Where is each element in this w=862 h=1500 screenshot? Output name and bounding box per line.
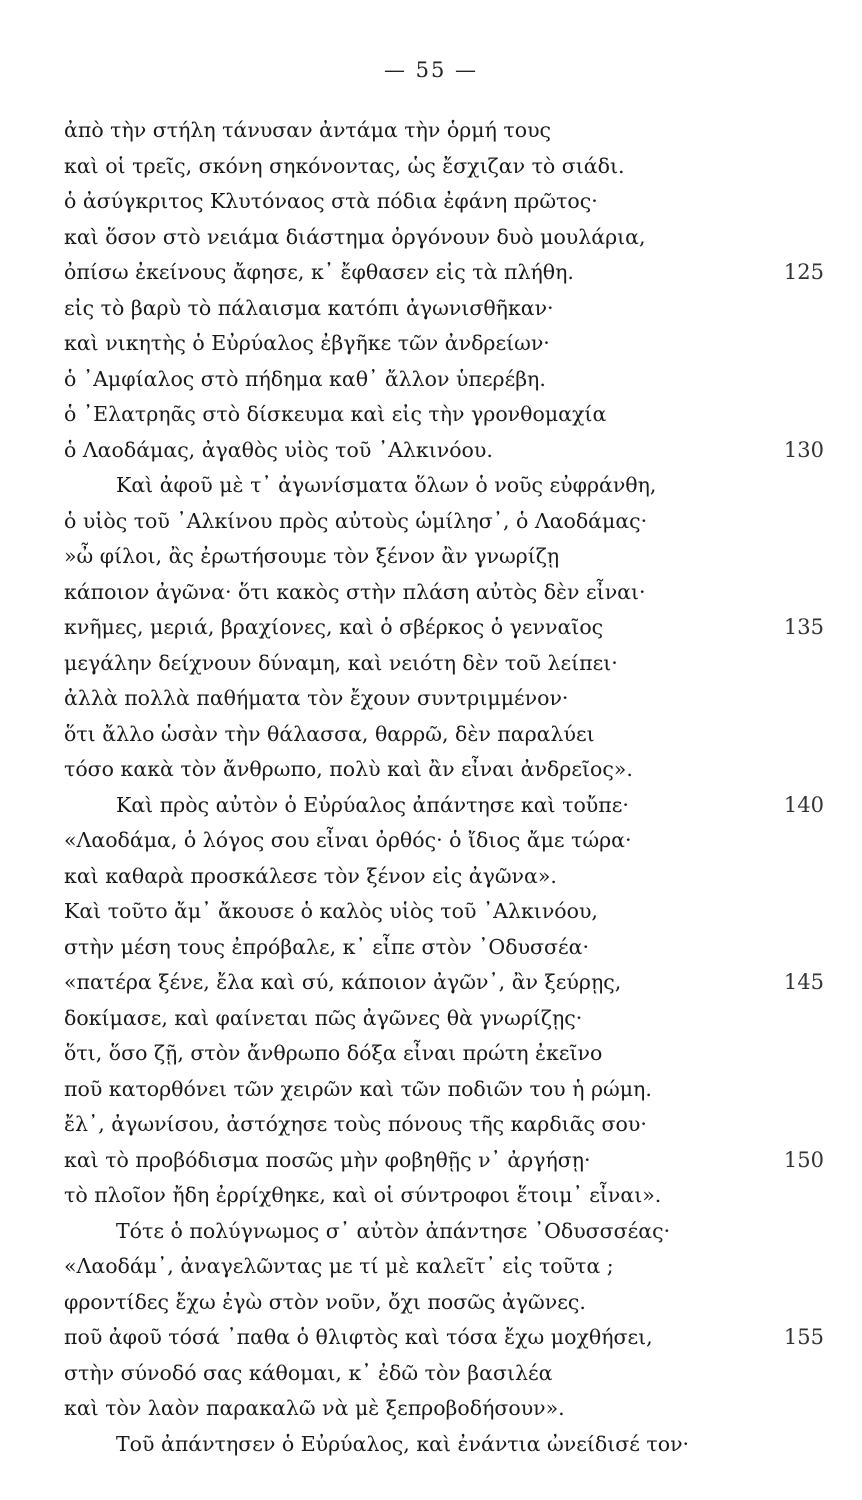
verse-line	[64, 1072, 824, 1108]
verse-line	[64, 1178, 824, 1214]
verse-text: Καὶ τοῦτο ἄμ᾿ ἄκουσε ὁ καλὸς υἱὸς τοῦ ᾿Αλκινόου,	[64, 899, 598, 923]
line-number: 140	[783, 792, 824, 817]
verse-text: καὶ οἱ τρεῖς, σκόνη σηκόνοντας, ὡς ἔσχιζαν τὸ σιάδι.	[64, 153, 625, 178]
page-number: — 55 —	[383, 58, 479, 82]
verse-text: ἀπὸ τὴν στήλη τάνυσαν ἀντάμα τὴν ὁρμή τους	[64, 118, 552, 142]
verse-text: ὁ ἀσύγκριτος Κλυτόναος στὰ πόδια ἐφάνη πρῶτος·	[64, 189, 598, 213]
verse-text: Καὶ ἀφοῦ μὲ τ᾿ ἀγωνίσματα ὅλων ὁ νοῦς εὐφράνθη,	[116, 473, 657, 497]
line-number: 135	[783, 615, 824, 639]
verse-text: ὁ Λαοδάμας, ἀγαθὸς υἱὸς τοῦ ᾿Αλκινόου.	[64, 437, 493, 462]
verse-line	[64, 859, 824, 895]
verse-text: στὴν μέση τους ἐπρόβαλε, κ᾿ εἶπε στὸν ᾿Οδυσσέα·	[64, 934, 590, 959]
verse-line	[64, 184, 824, 220]
verse-text: ὀπίσω ἐκείνους ἄφησε, κ᾿ ἔφθασεν εἰς τὰ πλήθη.	[64, 260, 574, 284]
verse-text: «πατέρα ξένε, ἔλα καὶ σύ, κάποιον ἀγῶν᾿, ἂν ξεύρῃς,	[64, 970, 622, 994]
verse-text: «Λαοδάμα, ὁ λόγος σου εἶναι ὀρθός· ὁ ἴδιος ἄμε τώρα·	[64, 828, 632, 852]
verse-text: ὁ ᾿Ελατρηᾶς στὸ δίσκευμα καὶ εἰς τὴν γρονθομαχία	[64, 402, 607, 426]
line-number: 145	[783, 970, 824, 994]
line-number: 150	[783, 1147, 824, 1172]
verse-line	[64, 823, 824, 859]
verse-text: ὅτι ἄλλο ὡσὰν τὴν θάλασσα, θαρρῶ, δὲν παραλύει	[64, 721, 595, 746]
line-number: 155	[783, 1325, 824, 1349]
verse-line	[64, 291, 824, 327]
verse-line	[64, 1320, 824, 1356]
verse-line	[64, 1036, 824, 1072]
verse-text: »ὦ φίλοι, ἂς ἐρωτήσουμε τὸν ξένον ἂν γνωρίζῃ	[64, 544, 560, 568]
verse-line	[64, 610, 824, 646]
verse-line	[64, 681, 824, 717]
verse-text: ποῦ κατορθόνει τῶν χειρῶν καὶ τῶν ποδιῶν του ἡ ρώμη.	[64, 1076, 652, 1101]
verse-text: καὶ ὅσον στὸ νειάμα διάστημα ὀργόνουν δυὸ μουλάρια,	[64, 224, 646, 249]
verse-text: καὶ καθαρὰ προσκάλεσε τὸν ξένον εἰς ἀγῶνα».	[64, 863, 557, 888]
verse-line	[64, 1001, 824, 1037]
verse-text: ὁ υἱὸς τοῦ ᾿Αλκίνου πρὸς αὐτοὺς ὡμίλησ᾿, ὁ Λαοδάμας·	[64, 508, 648, 533]
verse-text: μεγάλην δείχνουν δύναμη, καὶ νειότη δὲν τοῦ λείπει·	[64, 650, 618, 675]
verse-text: ποῦ ἀφοῦ τόσά ᾿παθα ὁ θλιφτὸς καὶ τόσα ἔχω μοχθήσει,	[64, 1325, 653, 1349]
verse-text: εἰς τὸ βαρὺ τὸ πάλαισμα κατόπι ἀγωνισθῆκαν·	[64, 295, 554, 320]
verse-text: στὴν σύνοδό σας κάθομαι, κ᾿ ἐδῶ τὸν βασιλέα	[64, 1360, 553, 1385]
verse-line	[64, 1214, 824, 1250]
verse-line	[64, 930, 824, 966]
verse-text: τόσο κακὰ τὸν ἄνθρωπο, πολὺ καὶ ἂν εἶναι ἀνδρεῖος».	[64, 757, 633, 781]
line-number: 130	[783, 437, 824, 462]
verse-line	[64, 326, 824, 362]
verse-text: φροντίδες ἔχω ἐγὼ στὸν νοῦν, ὄχι ποσῶς ἀγῶνες.	[64, 1289, 586, 1314]
verse-line	[64, 468, 824, 504]
verse-text: καὶ τὸν λαὸν παρακαλῶ νὰ μὲ ξεπροβοδήσουν».	[64, 1396, 565, 1420]
verse-line	[64, 362, 824, 398]
verse-line	[64, 1427, 824, 1463]
poem-text	[64, 113, 824, 1462]
verse-line	[64, 433, 824, 469]
verse-text: ἔλ᾿, ἀγωνίσου, ἀστόχησε τοὺς πόνους τῆς καρδιᾶς σου·	[64, 1112, 647, 1136]
verse-line	[64, 113, 824, 149]
verse-text: καὶ νικητὴς ὁ Εὐρύαλος ἐβγῆκε τῶν ἀνδρείων·	[64, 331, 550, 355]
verse-text: Τοῦ ἀπάντησεν ὁ Εὐρύαλος, καὶ ἐνάντια ὠνείδισέ τον·	[116, 1431, 690, 1456]
verse-text: Καὶ πρὸς αὐτὸν ὁ Εὐρύαλος ἀπάντησε καὶ τοὔπε·	[116, 792, 629, 817]
verse-line	[64, 1356, 824, 1392]
verse-line	[64, 788, 824, 824]
verse-line	[64, 1249, 824, 1285]
verse-text: ὁ ᾿Αμφίαλος στὸ πήδημα καθ᾿ ἄλλον ὑπερέβη.	[64, 366, 546, 391]
line-number: 125	[783, 260, 824, 284]
verse-line	[64, 539, 824, 575]
verse-line	[64, 752, 824, 788]
verse-line	[64, 717, 824, 753]
verse-line	[64, 965, 824, 1001]
verse-text: τὸ πλοῖον ἤδη ἐρρίχθηκε, καὶ οἱ σύντροφοι ἕτοιμ᾿ εἶναι».	[64, 1183, 662, 1207]
verse-line	[64, 504, 824, 540]
verse-text: καὶ τὸ προβόδισμα ποσῶς μὴν φοβηθῇς ν᾿ ἀργήσῃ·	[64, 1147, 591, 1172]
verse-text: κάποιον ἀγῶνα· ὅτι κακὸς στὴν πλάση αὐτὸς δὲν εἶναι·	[64, 579, 646, 604]
verse-line	[64, 149, 824, 185]
verse-line	[64, 1107, 824, 1143]
verse-line	[64, 1143, 824, 1179]
verse-line	[64, 220, 824, 256]
verse-line	[64, 575, 824, 611]
verse-text: ὅτι, ὅσο ζῇ, στὸν ἄνθρωπο δόξα εἶναι πρώτη ἐκεῖνο	[64, 1041, 603, 1065]
verse-line	[64, 397, 824, 433]
verse-line	[64, 646, 824, 682]
verse-line	[64, 255, 824, 291]
verse-line	[64, 1391, 824, 1427]
verse-line	[64, 1285, 824, 1321]
verse-text: ἀλλὰ πολλὰ παθήματα τὸν ἔχουν συντριμμένον·	[64, 686, 569, 710]
verse-text: «Λαοδάμ᾿, ἀναγελῶντας με τί μὲ καλεῖτ᾿ εἰς τοῦτα ;	[64, 1254, 614, 1278]
verse-text: δοκίμασε, καὶ φαίνεται πῶς ἀγῶνες θὰ γνωρίζῃς·	[64, 1005, 583, 1030]
verse-text: Τότε ὁ πολύγνωμος σ᾿ αὐτὸν ἀπάντησε ᾿Οδυσσσέας·	[116, 1218, 671, 1243]
verse-text: κνῆμες, μεριά, βραχίονες, καὶ ὁ σβέρκος ὁ γενναῖος	[64, 615, 604, 639]
verse-line	[64, 894, 824, 930]
